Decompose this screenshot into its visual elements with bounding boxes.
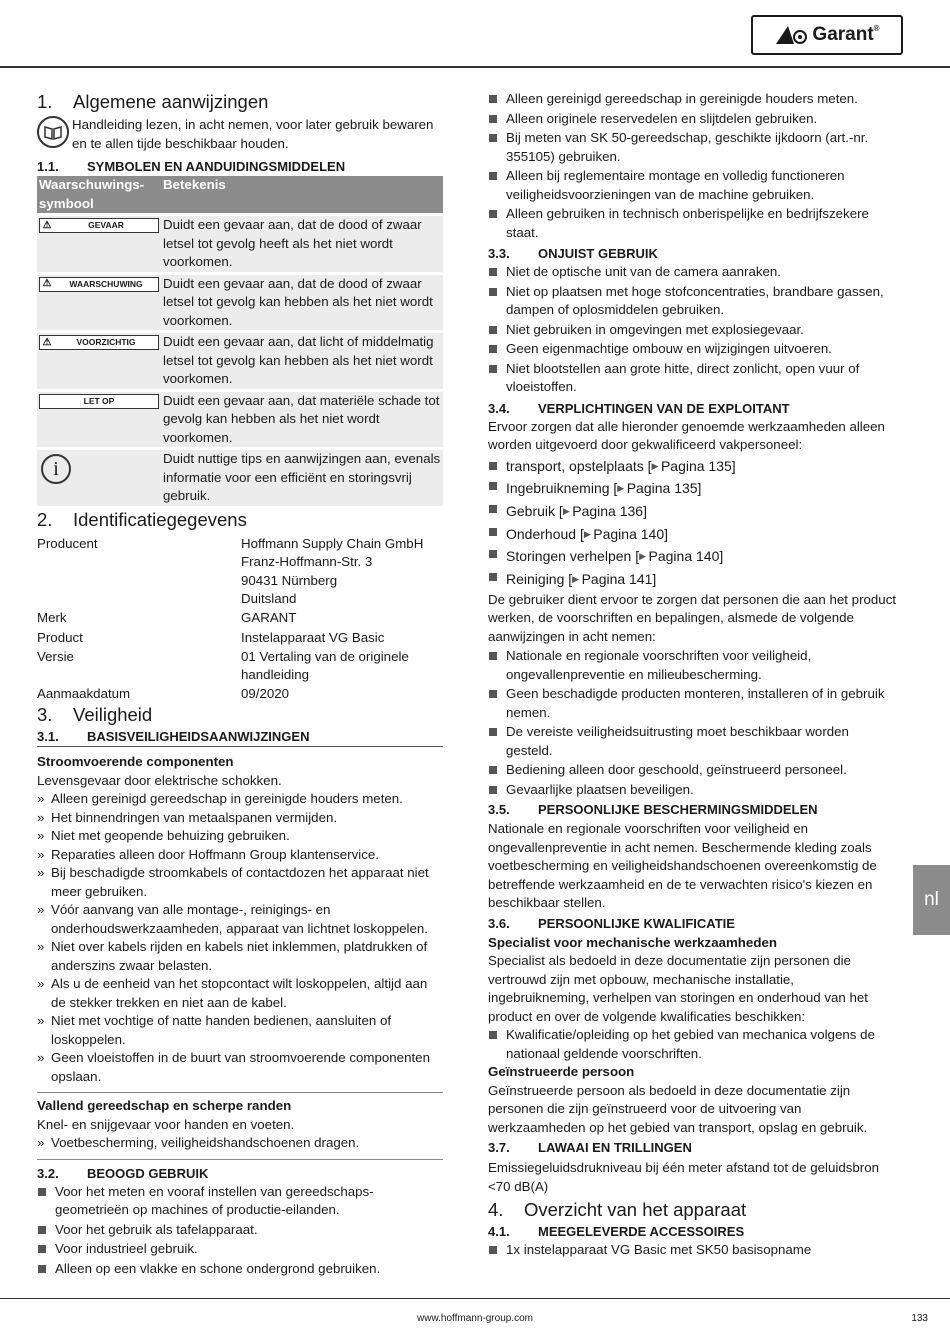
list-item: » Het binnendringen van metaalspanen vermijden. [37,809,338,825]
section-4-heading: 4. Overzicht van het apparaat [488,1199,747,1221]
operator-text: De gebruiker dient ervoor te zorgen dat personen die aan het product werken, de voorschriften en bepalingen, alsmede de volgende aanwijzingen in acht nemen: [488,591,897,644]
arrow-right-icon: ▶ [583,528,594,539]
meaning-text: Duidt een gevaar aan, dat de dood of zwaar letsel tot gevolg heeft als het niet wordt voorkomen. [161,213,443,272]
page-reference[interactable]: Reiniging [ ▶ Pagina 141] [488,568,898,591]
reference-list [488,455,898,591]
page-reference[interactable]: Ingebruikneming [ ▶ Pagina 135] [488,477,898,500]
list-item: Alleen gebruiken in technisch onberispelijke en bedrijfszekere staat. [488,205,898,242]
id-row: Producent Hoffmann Supply Chain GmbH Franz-Hoffmann-Str. 3 90431 Nürnberg Duitsland [37,535,424,606]
specialist-text: Specialist als bedoeld in deze documentatie zijn personen die vertrouwd zijn met opbouw, mechanische installatie, ingebruikneming, verhelpen van storingen en onderhoud van het product en over de volgende kwalificaties beschikken: [488,953,868,1024]
list-item: 1x instelapparaat VG Basic met SK50 basisopname [488,1241,898,1260]
list-item: Alleen gereinigd gereedschap in gereinigde houders meten. [488,90,898,109]
table-row [37,389,443,448]
live-parts-list [37,790,443,1086]
id-row: Versie 01 Vertaling van de originele handleiding [37,648,409,682]
arrow-right-icon: ▶ [639,551,649,562]
page-reference[interactable]: Onderhoud [ ▶ Pagina 140] [488,523,898,546]
list-item: Niet de optische unit van de camera aanraken. [488,263,898,282]
page-number: 133 [911,1313,928,1324]
signal-word-notice: LET OP [39,394,159,409]
garant-logo [751,15,903,55]
identification-list [37,535,443,704]
warning-triangle-icon: ⚠ [42,278,52,289]
list-item: » Vóór aanvang van alle montage-, reinigings- en onderhoudswerkzaamheden, apparaat van lichtnet loskoppelen. [37,902,429,936]
brand-name: Garant® [812,24,880,45]
list-item: Niet gebruiken in omgevingen met explosiegevaar. [488,321,898,340]
id-row: Aanmaakdatum 09/2020 [37,685,290,701]
intro-block [37,116,443,153]
list-item: Alleen op een vlakke en schone ondergrond gebruiken. [37,1260,443,1279]
operator-intro: Ervoor zorgen dat alle hieronder genoemde werkzaamheden alleen worden uitgevoerd door gekwalificeerd vakpersoneel: [488,418,885,452]
list-item: Voor industrieel gebruik. [37,1240,443,1259]
footer-url[interactable]: www.hoffmann-group.com [417,1313,533,1324]
section-3-6-heading: 3.6. PERSOONLIJKE KWALIFICATIE [488,915,735,931]
page-reference[interactable]: Storingen verhelpen [ ▶ Pagina 140] [488,545,898,568]
list-item: » Als u de eenheid van het stopcontact wilt loskoppelen, altijd aan de stekker trekken en niet aan de kabel. [37,976,428,1010]
list-item: Bij meten van SK 50-gereedschap, geschikte ijkdoorn (art.-nr. 355105) gebruiken. [488,129,898,166]
list-item: » Reparaties alleen door Hoffmann Group klantenservice. [37,846,379,862]
signal-word-caution: ⚠ VOORZICHTIG [39,335,159,350]
section-3-7-heading: 3.7. LAWAAI EN TRILLINGEN [488,1140,692,1156]
meaning-text: Duidt een gevaar aan, dat licht of middelmatig letsel tot gevolg kan hebben als het niet wordt voorkomen. [161,330,443,389]
list-item: » Niet met vochtige of natte handen bedienen, aansluiten of loskoppelen. [37,1013,392,1047]
section-1-1-heading: 1.1. SYMBOLEN EN AANDUIDINGSMIDDELEN [37,159,346,174]
list-item: » Bij beschadigde stroomkabels of contactdozen het apparaat niet meer gebruiken. [37,865,429,899]
list-item: Alleen bij reglementaire montage en volledig functioneren veiligheidsvoorzieningen van de machine gebruiken. [488,167,898,204]
section-3-4-heading: 3.4. VERPLICHTINGEN VAN DE EXPLOITANT [488,400,790,416]
intro-text: Handleiding lezen, in acht nemen, voor later gebruik bewaren en te allen tijde beschikbaar houden. [72,117,434,151]
list-item: Nationale en regionale voorschriften voor veiligheid, ongevallenpreventie en milieubescherming. [488,647,898,684]
subheading-specialist: Specialist voor mechanische werkzaamheden [488,934,777,950]
language-tab[interactable]: nl [913,865,950,935]
arrow-right-icon: ▶ [572,574,582,585]
meaning-text: Duidt nuttige tips en aanwijzingen aan, evenals informatie voor een efficiënt en storingsvrij gebruik. [161,447,443,506]
id-row: Merk GARANT [37,609,297,625]
id-row: Product Instelapparaat VG Basic [37,630,385,645]
table-row [37,272,443,331]
list-item: Gevaarlijke plaatsen beveiligen. [488,781,898,800]
subheading-instructed-person: Geïnstrueerde persoon [488,1064,635,1080]
meaning-text: Duidt een gevaar aan, dat materiële schade tot gevolg kan hebben als het niet wordt voorkomen. [161,389,443,448]
section-3-2-heading: 3.2. BEOOGD GEBRUIK [37,1165,209,1181]
warning-triangle-icon: ⚠ [42,219,52,231]
list-item: » Niet over kabels rijden en kabels niet inklemmen, platdrukken of anderszins zwaar belasten. [37,939,428,973]
subheading-falling-tools: Vallend gereedschap en scherpe randen [37,1098,292,1113]
table-row [37,447,443,506]
falling-tools-intro: Knel- en snijgevaar voor handen en voeten. [37,1116,295,1132]
list-item: Alleen originele reservedelen en slijtdelen gebruiken. [488,110,898,129]
col-header-symbol: Waarschuwings-symbool [37,176,161,213]
list-item: Kwalificatie/opleiding op het gebied van mechanica volgens de nationaal geldende voorschriften. [488,1026,898,1063]
list-item: Niet op plaatsen met hoge stofconcentraties, brandbare gassen, dampen of oplosmiddelen gebruiken. [488,283,898,320]
page-reference[interactable]: transport, opstelplaats [ ▶ Pagina 135] [488,455,898,478]
table-row [37,213,443,272]
live-parts-intro: Levensgevaar door elektrische schokken. [37,772,282,788]
noise-text: Emissiegeluidsdrukniveau bij één meter afstand tot de geluidsbron <70 dB(A) [488,1160,880,1194]
warning-triangle-icon: ⚠ [42,336,52,348]
info-icon: i [41,454,71,484]
arrow-right-icon: ▶ [651,460,661,471]
table-row [37,330,443,389]
left-column [37,90,443,1278]
arrow-right-icon: ▶ [562,505,573,516]
section-3-heading: 3. Veiligheid [37,704,153,725]
list-item: » Niet met geopende behuizing gebruiken. [37,828,290,843]
signal-word-danger: ⚠ GEVAAR [39,218,159,233]
divider [37,1159,443,1160]
footer-rule [0,1298,950,1299]
list-item: De vereiste veiligheidsuitrusting moet beschikbaar worden gesteld. [488,723,898,760]
divider [37,1092,443,1093]
list-item: » Alleen gereinigd gereedschap in gereinigde houders meten. [37,791,403,806]
section-4-1-heading: 4.1. MEEGELEVERDE ACCESSOIRES [488,1224,745,1240]
symbols-table [37,176,443,506]
ppe-text: Nationale en regionale voorschriften voor veiligheid en ongevallenpreventie in acht nemen. Beschermende kleding zoals voetbescherming en veiligheidshandschoenen overeenkomstig de betreffende werkzaamheid en de te verwachten risico's kiezen en beschikbaar stellen. [488,821,877,911]
header-rule [0,66,950,68]
signal-word-warning: ⚠ WAARSCHUWING [39,277,159,292]
subheading-live-parts: Stroomvoerende componenten [37,754,234,769]
section-3-1-heading: 3.1. BASISVEILIGHEIDSAANWIJZINGEN [37,727,443,747]
list-item: » Voetbescherming, veiligheidshandschoenen dragen. [37,1135,360,1150]
right-column [488,90,898,1260]
read-manual-icon [37,116,69,148]
list-item: Geen beschadigde producten monteren, installeren of in gebruik nemen. [488,685,898,722]
section-2-heading: 2. Identificatiegegevens [37,508,247,530]
instructed-text: Geïnstrueerde persoon als bedoeld in deze documentatie zijn personen die zijn geïnstrueerd voor de uitvoering van werkzaamheden op het gebied van transport, opslag en gebruik. [488,1082,868,1135]
garant-logo-icon [774,24,808,46]
list-item: Voor het gebruik als tafelapparaat. [37,1221,443,1240]
col-header-meaning: Betekenis [161,176,443,213]
list-item: Geen eigenmachtige ombouw en wijzigingen uitvoeren. [488,340,898,359]
section-1-heading: 1. Algemene aanwijzingen [37,91,269,112]
arrow-right-icon: ▶ [617,483,627,494]
list-item: Niet blootstellen aan grote hitte, direct zonlicht, open vuur of vloeistoffen. [488,360,898,397]
list-item: Voor het meten en vooraf instellen van gereedschaps-geometrieën op machines of productie-eilanden. [37,1183,443,1220]
section-3-5-heading: 3.5. PERSOONLIJKE BESCHERMINGSMIDDELEN [488,802,818,818]
meaning-text: Duidt een gevaar aan, dat de dood of zwaar letsel tot gevolg kan hebben als het niet wordt voorkomen. [161,272,443,331]
page-reference[interactable]: Gebruik [ ▶ Pagina 136] [488,500,898,523]
section-3-3-heading: 3.3. ONJUIST GEBRUIK [488,246,658,261]
list-item: Bediening alleen door geschoold, geïnstrueerd personeel. [488,761,898,780]
list-item: » Geen vloeistoffen in de buurt van stroomvoerende componenten opslaan. [37,1050,430,1084]
